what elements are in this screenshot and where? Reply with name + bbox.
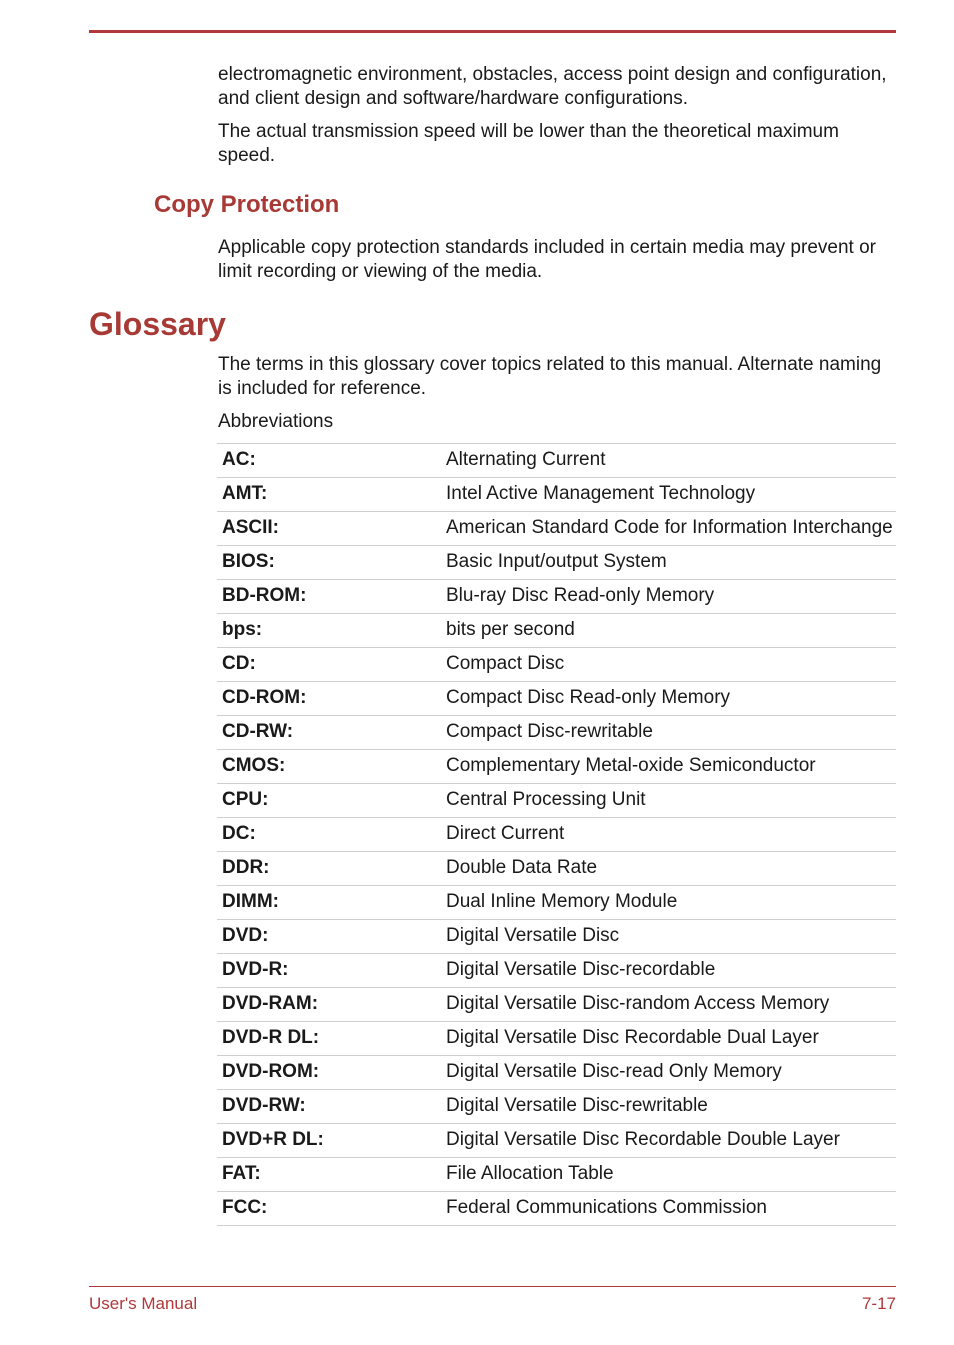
glossary-term: FCC: [222, 1197, 268, 1218]
copy-protection-text: Applicable copy protection standards included in certain media may prevent or limit recording or viewing of the media. [218, 237, 876, 282]
glossary-definition: Dual Inline Memory Module [446, 891, 678, 912]
glossary-term: CD-RW: [222, 721, 294, 742]
glossary-term: AC: [222, 449, 256, 470]
table-row [217, 1124, 896, 1158]
glossary-definition: Direct Current [446, 823, 565, 844]
glossary-term: DC: [222, 823, 256, 844]
glossary-term: DVD-R DL: [222, 1027, 320, 1048]
glossary-definition: Compact Disc-rewritable [446, 721, 653, 742]
glossary-term: DVD: [222, 925, 269, 946]
glossary-definition: Compact Disc [446, 653, 565, 674]
glossary-term: CD-ROM: [222, 687, 307, 708]
glossary-term: DVD-RW: [222, 1095, 306, 1116]
glossary-definition: File Allocation Table [446, 1163, 614, 1184]
glossary-definition: Digital Versatile Disc Recordable Dual Layer [446, 1027, 819, 1048]
glossary-definition: Blu-ray Disc Read-only Memory [446, 585, 715, 606]
table-row [217, 580, 896, 614]
glossary-definition: Digital Versatile Disc-random Access Memory [446, 993, 830, 1014]
glossary-definition: Digital Versatile Disc-read Only Memory [446, 1061, 782, 1082]
glossary-definition: Double Data Rate [446, 857, 598, 878]
table-row [217, 920, 896, 954]
glossary-definition: Federal Communications Commission [446, 1197, 767, 1218]
table-row [217, 852, 896, 886]
table-row [217, 648, 896, 682]
glossary-definition: Alternating Current [446, 449, 606, 470]
glossary-table [217, 443, 896, 1226]
footer-manual-title: User's Manual [89, 1294, 198, 1313]
glossary-definition: Digital Versatile Disc [446, 925, 620, 946]
glossary-definition: Basic Input/output System [446, 551, 667, 572]
table-row [217, 1090, 896, 1124]
glossary-definition: Central Processing Unit [446, 789, 646, 810]
abbreviations-label: Abbreviations [218, 411, 334, 432]
table-row [217, 954, 896, 988]
table-row [217, 1022, 896, 1056]
glossary-definition: Compact Disc Read-only Memory [446, 687, 731, 708]
glossary-term: AMT: [222, 483, 268, 504]
table-row [217, 1158, 896, 1192]
glossary-definition: Intel Active Management Technology [446, 483, 756, 504]
glossary-heading: Glossary [89, 306, 226, 342]
glossary-term: CPU: [222, 789, 269, 810]
table-row [217, 512, 896, 546]
glossary-term: BD-ROM: [222, 585, 307, 606]
table-row [217, 1192, 896, 1226]
header-rule [89, 30, 896, 33]
glossary-term: FAT: [222, 1163, 261, 1184]
table-row [217, 478, 896, 512]
table-row [217, 682, 896, 716]
copy-protection-heading: Copy Protection [154, 191, 340, 218]
glossary-intro: The terms in this glossary cover topics related to this manual. Alternate naming is included for reference. [218, 354, 882, 399]
table-row [217, 614, 896, 648]
glossary-definition: American Standard Code for Information Interchange [446, 517, 893, 538]
footer-rule [89, 1286, 896, 1287]
glossary-term: DIMM: [222, 891, 279, 912]
glossary-definition: Digital Versatile Disc Recordable Double Layer [446, 1129, 840, 1150]
glossary-definition: bits per second [446, 619, 575, 640]
glossary-term: bps: [222, 619, 263, 640]
glossary-term: DVD-RAM: [222, 993, 319, 1014]
intro-paragraph-2: The actual transmission speed will be lower than the theoretical maximum speed. [218, 121, 839, 166]
intro-paragraph-1: electromagnetic environment, obstacles, access point design and configuration, and client design and software/hardware configurations. [218, 64, 887, 109]
glossary-definition: Digital Versatile Disc-recordable [446, 959, 716, 980]
glossary-term: ASCII: [222, 517, 279, 538]
glossary-term: DVD-ROM: [222, 1061, 320, 1082]
glossary-term: DDR: [222, 857, 270, 878]
table-row [217, 988, 896, 1022]
table-row [217, 818, 896, 852]
page-number: 7-17 [861, 1294, 896, 1313]
glossary-term: DVD+R DL: [222, 1129, 324, 1150]
table-row [217, 750, 896, 784]
glossary-term: DVD-R: [222, 959, 289, 980]
glossary-definition: Complementary Metal-oxide Semiconductor [446, 755, 816, 776]
glossary-definition: Digital Versatile Disc-rewritable [446, 1095, 708, 1116]
table-row [217, 716, 896, 750]
glossary-term: CMOS: [222, 755, 286, 776]
table-row [217, 444, 896, 478]
table-row [217, 784, 896, 818]
table-row [217, 546, 896, 580]
glossary-term: CD: [222, 653, 256, 674]
table-row [217, 1056, 896, 1090]
glossary-term: BIOS: [222, 551, 275, 572]
table-row [217, 886, 896, 920]
